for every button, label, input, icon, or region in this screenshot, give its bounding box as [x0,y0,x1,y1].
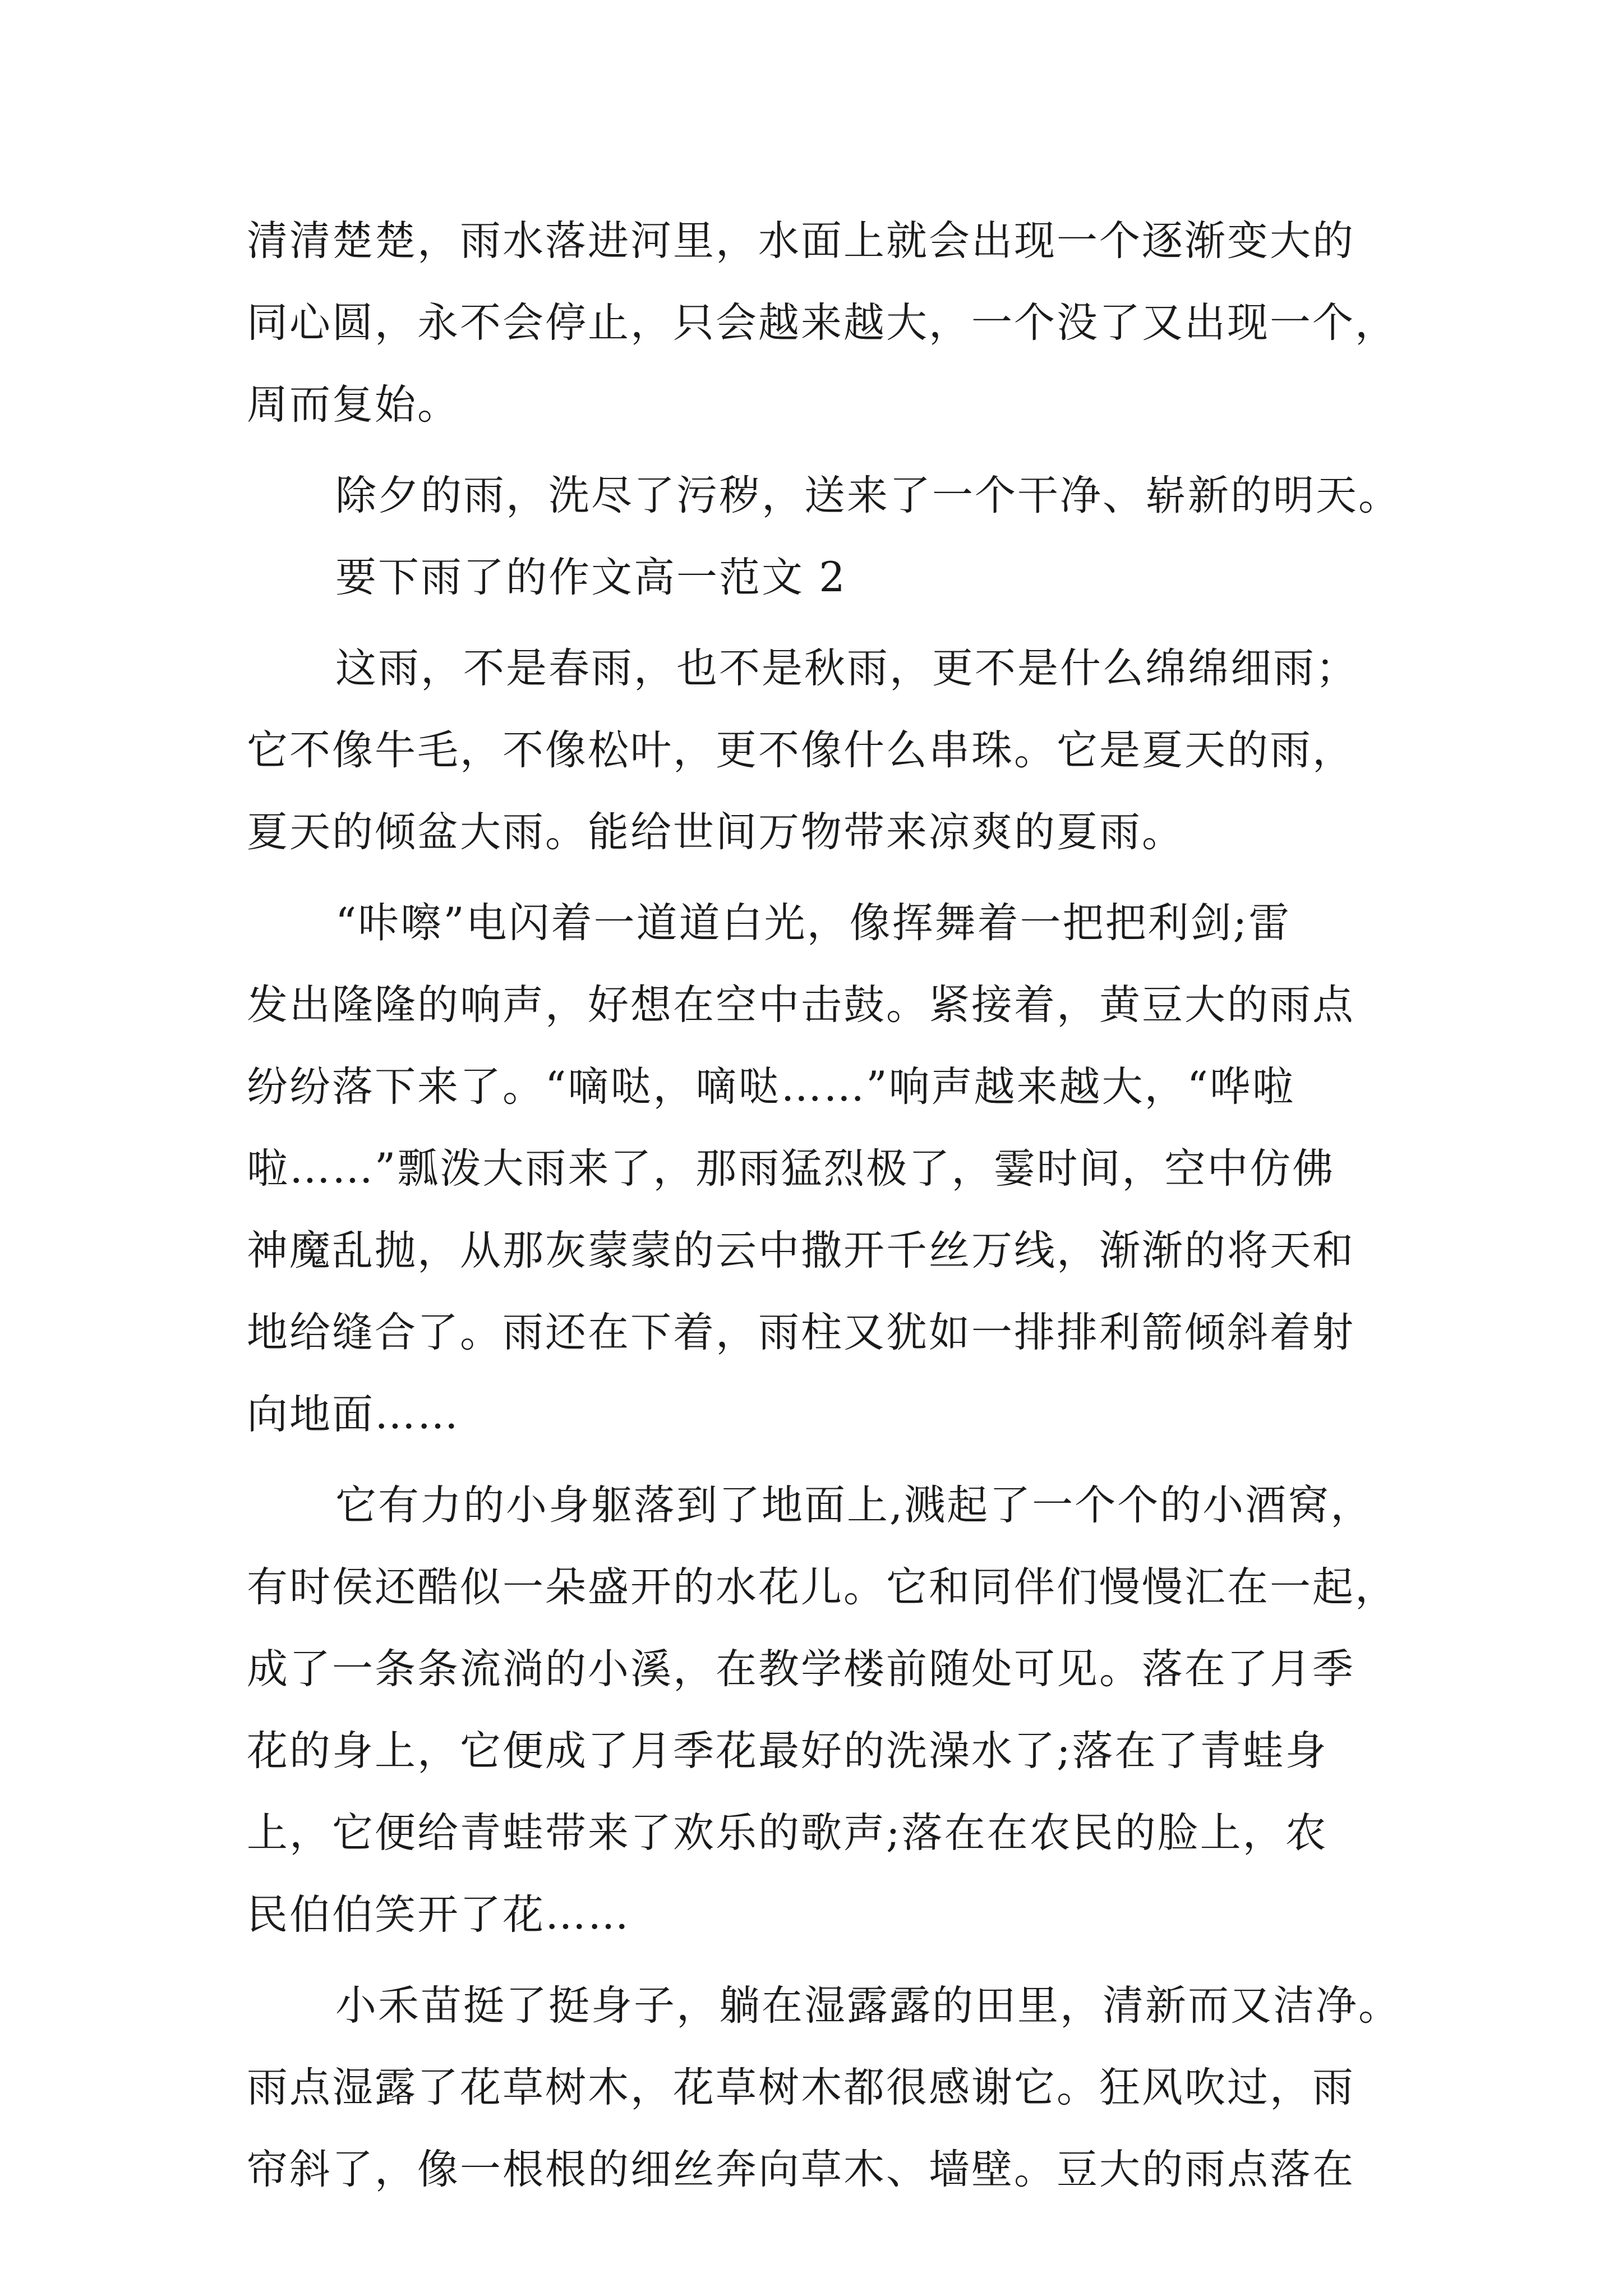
text-line: 神魔乱抛，从那灰蒙蒙的云中撒开千丝万线，渐渐的将天和 [247,1227,1355,1274]
text-line: 民伯伯笑开了花…… [247,1891,630,1939]
text-line: 上，它便给青蛙带来了欢乐的歌声;落在在农民的脸上，农 [247,1809,1328,1857]
text-line: 地给缝合了。雨还在下着，雨柱又犹如一排排利箭倾斜着射 [247,1309,1355,1356]
text-line: 除夕的雨，洗尽了污秽，送来了一个干净、崭新的明天。 [335,472,1401,519]
text-line: 它不像牛毛，不像松叶，更不像什么串珠。它是夏天的雨， [247,726,1355,774]
text-line: 小禾苗挺了挺身子，躺在湿露露的田里，清新而又洁净。 [335,1982,1401,2030]
text-line: 花的身上，它便成了月季花最好的洗澡水了;落在了青蛙身 [247,1727,1328,1775]
text-line: 周而复始。 [247,381,460,429]
text-line: 这雨，不是春雨，也不是秋雨，更不是什么绵绵细雨； [335,645,1358,692]
text-line: 成了一条条流淌的小溪，在教学楼前随处可见。落在了月季 [247,1645,1355,1693]
text-line: 发出隆隆的响声，好想在空中击鼓。紧接着，黄豆大的雨点 [247,981,1355,1029]
text-line: 啦……”瓢泼大雨来了，那雨猛烈极了，霎时间，空中仿佛 [247,1145,1335,1193]
text-line: 它有力的小身躯落到了地面上,溅起了一个个的小酒窝， [335,1481,1373,1529]
text-line: 清清楚楚，雨水落进河里，水面上就会出现一个逐渐变大的 [247,217,1355,265]
text-line: 帘斜了，像一根根的细丝奔向草木、墙壁。豆大的雨点落在 [247,2146,1355,2193]
text-line: 有时侯还酷似一朵盛开的水花儿。它和同伴们慢慢汇在一起， [247,1563,1398,1611]
text-line: 纷纷落下来了。“嘀哒，嘀哒……”响声越来越大，“哗啦 [247,1063,1295,1111]
text-line: 雨点湿露了花草树木，花草树木都很感谢它。狂风吹过，雨 [247,2064,1355,2111]
text-line: 夏天的倾盆大雨。能给世间万物带来凉爽的夏雨。 [247,808,1184,856]
text-line: 同心圆，永不会停止，只会越来越大，一个没了又出现一个， [247,299,1398,347]
text-line: 要下雨了的作文高一范文 2 [335,554,847,601]
text-line: “咔嚓”电闪着一道道白光，像挥舞着一把把利剑;雷 [335,899,1292,947]
text-line: 向地面…… [247,1391,460,1438]
